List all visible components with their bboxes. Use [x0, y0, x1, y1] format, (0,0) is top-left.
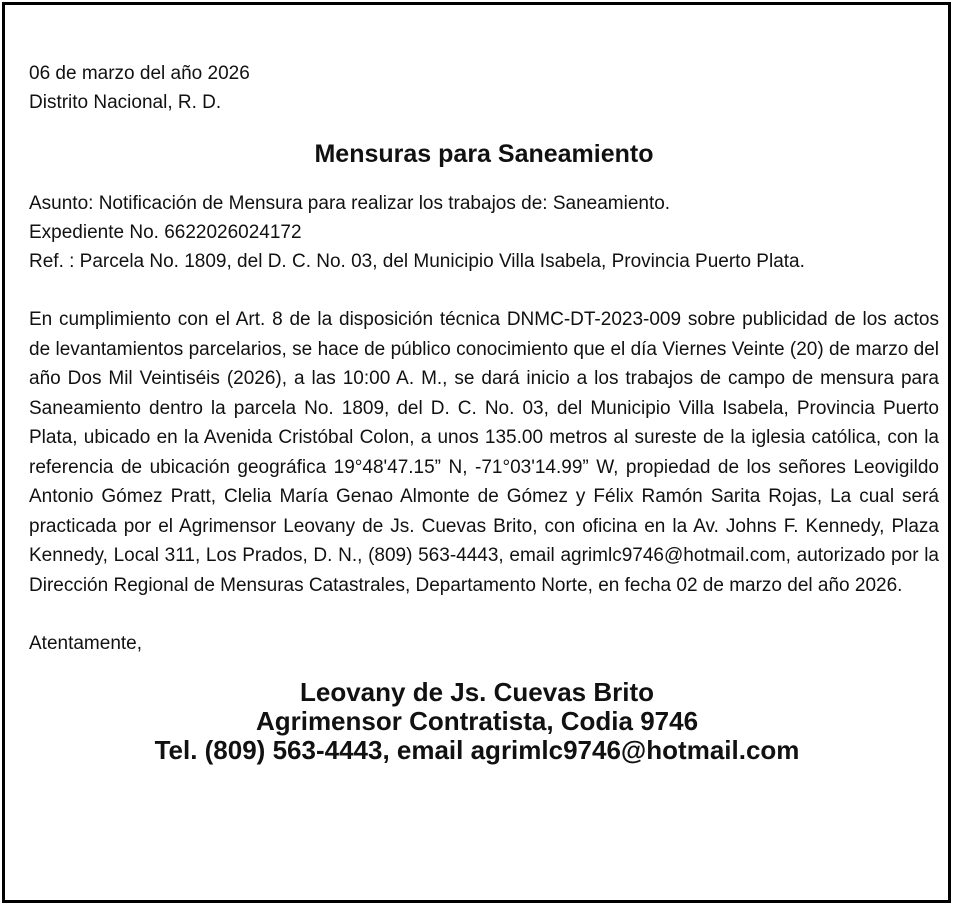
spacer	[29, 600, 939, 629]
notice-reference: Ref. : Parcela No. 1809, del D. C. No. 03, del Municipio Villa Isabela, Provincia Puerto Plata.	[29, 251, 805, 272]
notice-closing: Atentamente,	[29, 633, 143, 654]
signature-role: Agrimensor Contratista, Codia 9746	[255, 706, 699, 736]
notice-frame	[2, 2, 951, 903]
notice-title: Mensuras para Saneamiento	[314, 140, 654, 168]
signature-contact: Tel. (809) 563-4443, email agrimlc9746@hotmail.com	[154, 735, 800, 765]
notice-subject: Asunto: Notificación de Mensura para realizar los trabajos de: Saneamiento.	[29, 193, 671, 214]
notice-date: 06 de marzo del año 2026	[29, 63, 250, 84]
notice-location: Distrito Nacional, R. D.	[29, 92, 222, 113]
notice-body-paragraph: En cumplimiento con el Art. 8 de la disposición técnica DNMC-DT-2023-009 sobre publicidad de los actos de levantamientos parcelarios, se hace de público conocimiento que el día Viernes Veinte (20) de marzo del año Dos Mil Veintiséis (2026), a las 10:00 A. M., se dará inicio a los trabajos de campo de mensura para Saneamiento dentro la parcela No. 1809, del D. C. No. 03, del Municipio Villa Isabela, Provincia Puerto Plata, ubicado en la Avenida Cristóbal Colon, a unos 135.00 metros al sureste de la iglesia católica, con la referencia de ubicación geográfica 19°48'47.15” N, -71°03'14.99” W, propiedad de los señores Leovigildo Antonio Gómez Pratt, Clelia María Genao Almonte de Gómez y Félix Ramón Sarita Rojas, La cual será practicada por el Agrimensor Leovany de Js. Cuevas Brito, con oficina en la Av. Johns F. Kennedy, Plaza Kennedy, Local 311, Los Prados, D. N., (809) 563-4443, email agrimlc9746@hotmail.com, autorizado por la Dirección Regional de Mensuras Catastrales, Departamento Norte, en fecha 02 de marzo del año 2026.	[29, 309, 939, 596]
signature-block	[29, 678, 939, 765]
signature-name: Leovany de Js. Cuevas Brito	[299, 677, 655, 707]
notice-content	[29, 59, 939, 765]
spacer	[29, 276, 939, 305]
notice-file-number: Expediente No. 6622026024172	[29, 222, 302, 243]
